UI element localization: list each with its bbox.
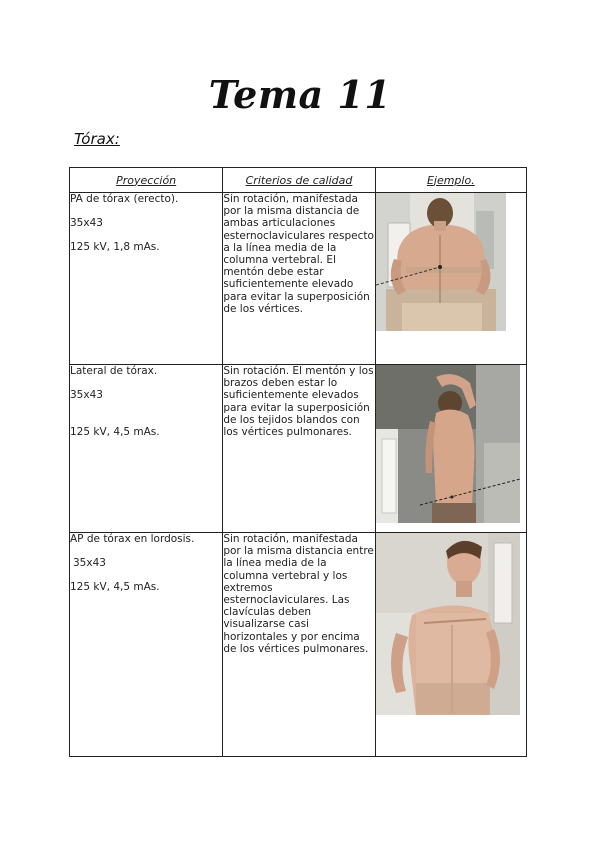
cassette-size: 35x43 <box>70 389 103 401</box>
table-header-row <box>70 168 527 193</box>
section-heading: Tórax: <box>74 130 120 148</box>
projection-name: PA de tórax (erecto). <box>70 193 179 205</box>
projection-name: Lateral de tórax. <box>70 365 158 377</box>
lordotic-chest-photo <box>376 533 520 715</box>
projection-table <box>69 167 527 757</box>
projection-cell <box>70 193 223 365</box>
example-cell <box>375 365 526 533</box>
exposure-params: 125 kV, 4,5 mAs. <box>70 426 160 438</box>
example-cell <box>375 533 526 757</box>
cassette-size: 35x43 <box>70 217 103 229</box>
table-row <box>70 533 527 757</box>
header-projection: Proyección <box>70 168 223 193</box>
projection-cell <box>70 365 223 533</box>
projection-name: AP de tórax en lordosis. <box>70 533 195 545</box>
lateral-chest-photo <box>376 365 520 523</box>
projection-cell <box>70 533 223 757</box>
table-row <box>70 365 527 533</box>
table-row <box>70 193 527 365</box>
header-example: Ejemplo. <box>375 168 526 193</box>
pa-chest-photo <box>376 193 506 331</box>
page-title: Tema 11 <box>208 72 392 117</box>
criteria-cell: Sin rotación. El mentón y los brazos deben estar lo suficientemente elevados para evitar la superposición de los tejidos blandos con los vértices pulmonares. <box>223 365 375 533</box>
criteria-cell: Sin rotación, manifestada por la misma distancia de ambas articulaciones esternoclaviculares respecto a la línea media de la columna vertebral. El mentón debe estar suficientemente elevado para evitar la superposición de los vértices. <box>223 193 375 365</box>
exposure-params: 125 kV, 1,8 mAs. <box>70 241 160 253</box>
exposure-params: 125 kV, 4,5 mAs. <box>70 581 160 593</box>
header-criteria: Criterios de calidad <box>223 168 375 193</box>
cassette-size: 35x43 <box>73 557 106 569</box>
criteria-cell: Sin rotación, manifestada por la misma distancia entre la línea media de la columna vertebral y los extremos esternoclaviculares. Las clavículas deben visualizarse casi horizontales y por encima de los vértices pulmonares. <box>223 533 375 757</box>
example-cell <box>375 193 526 365</box>
